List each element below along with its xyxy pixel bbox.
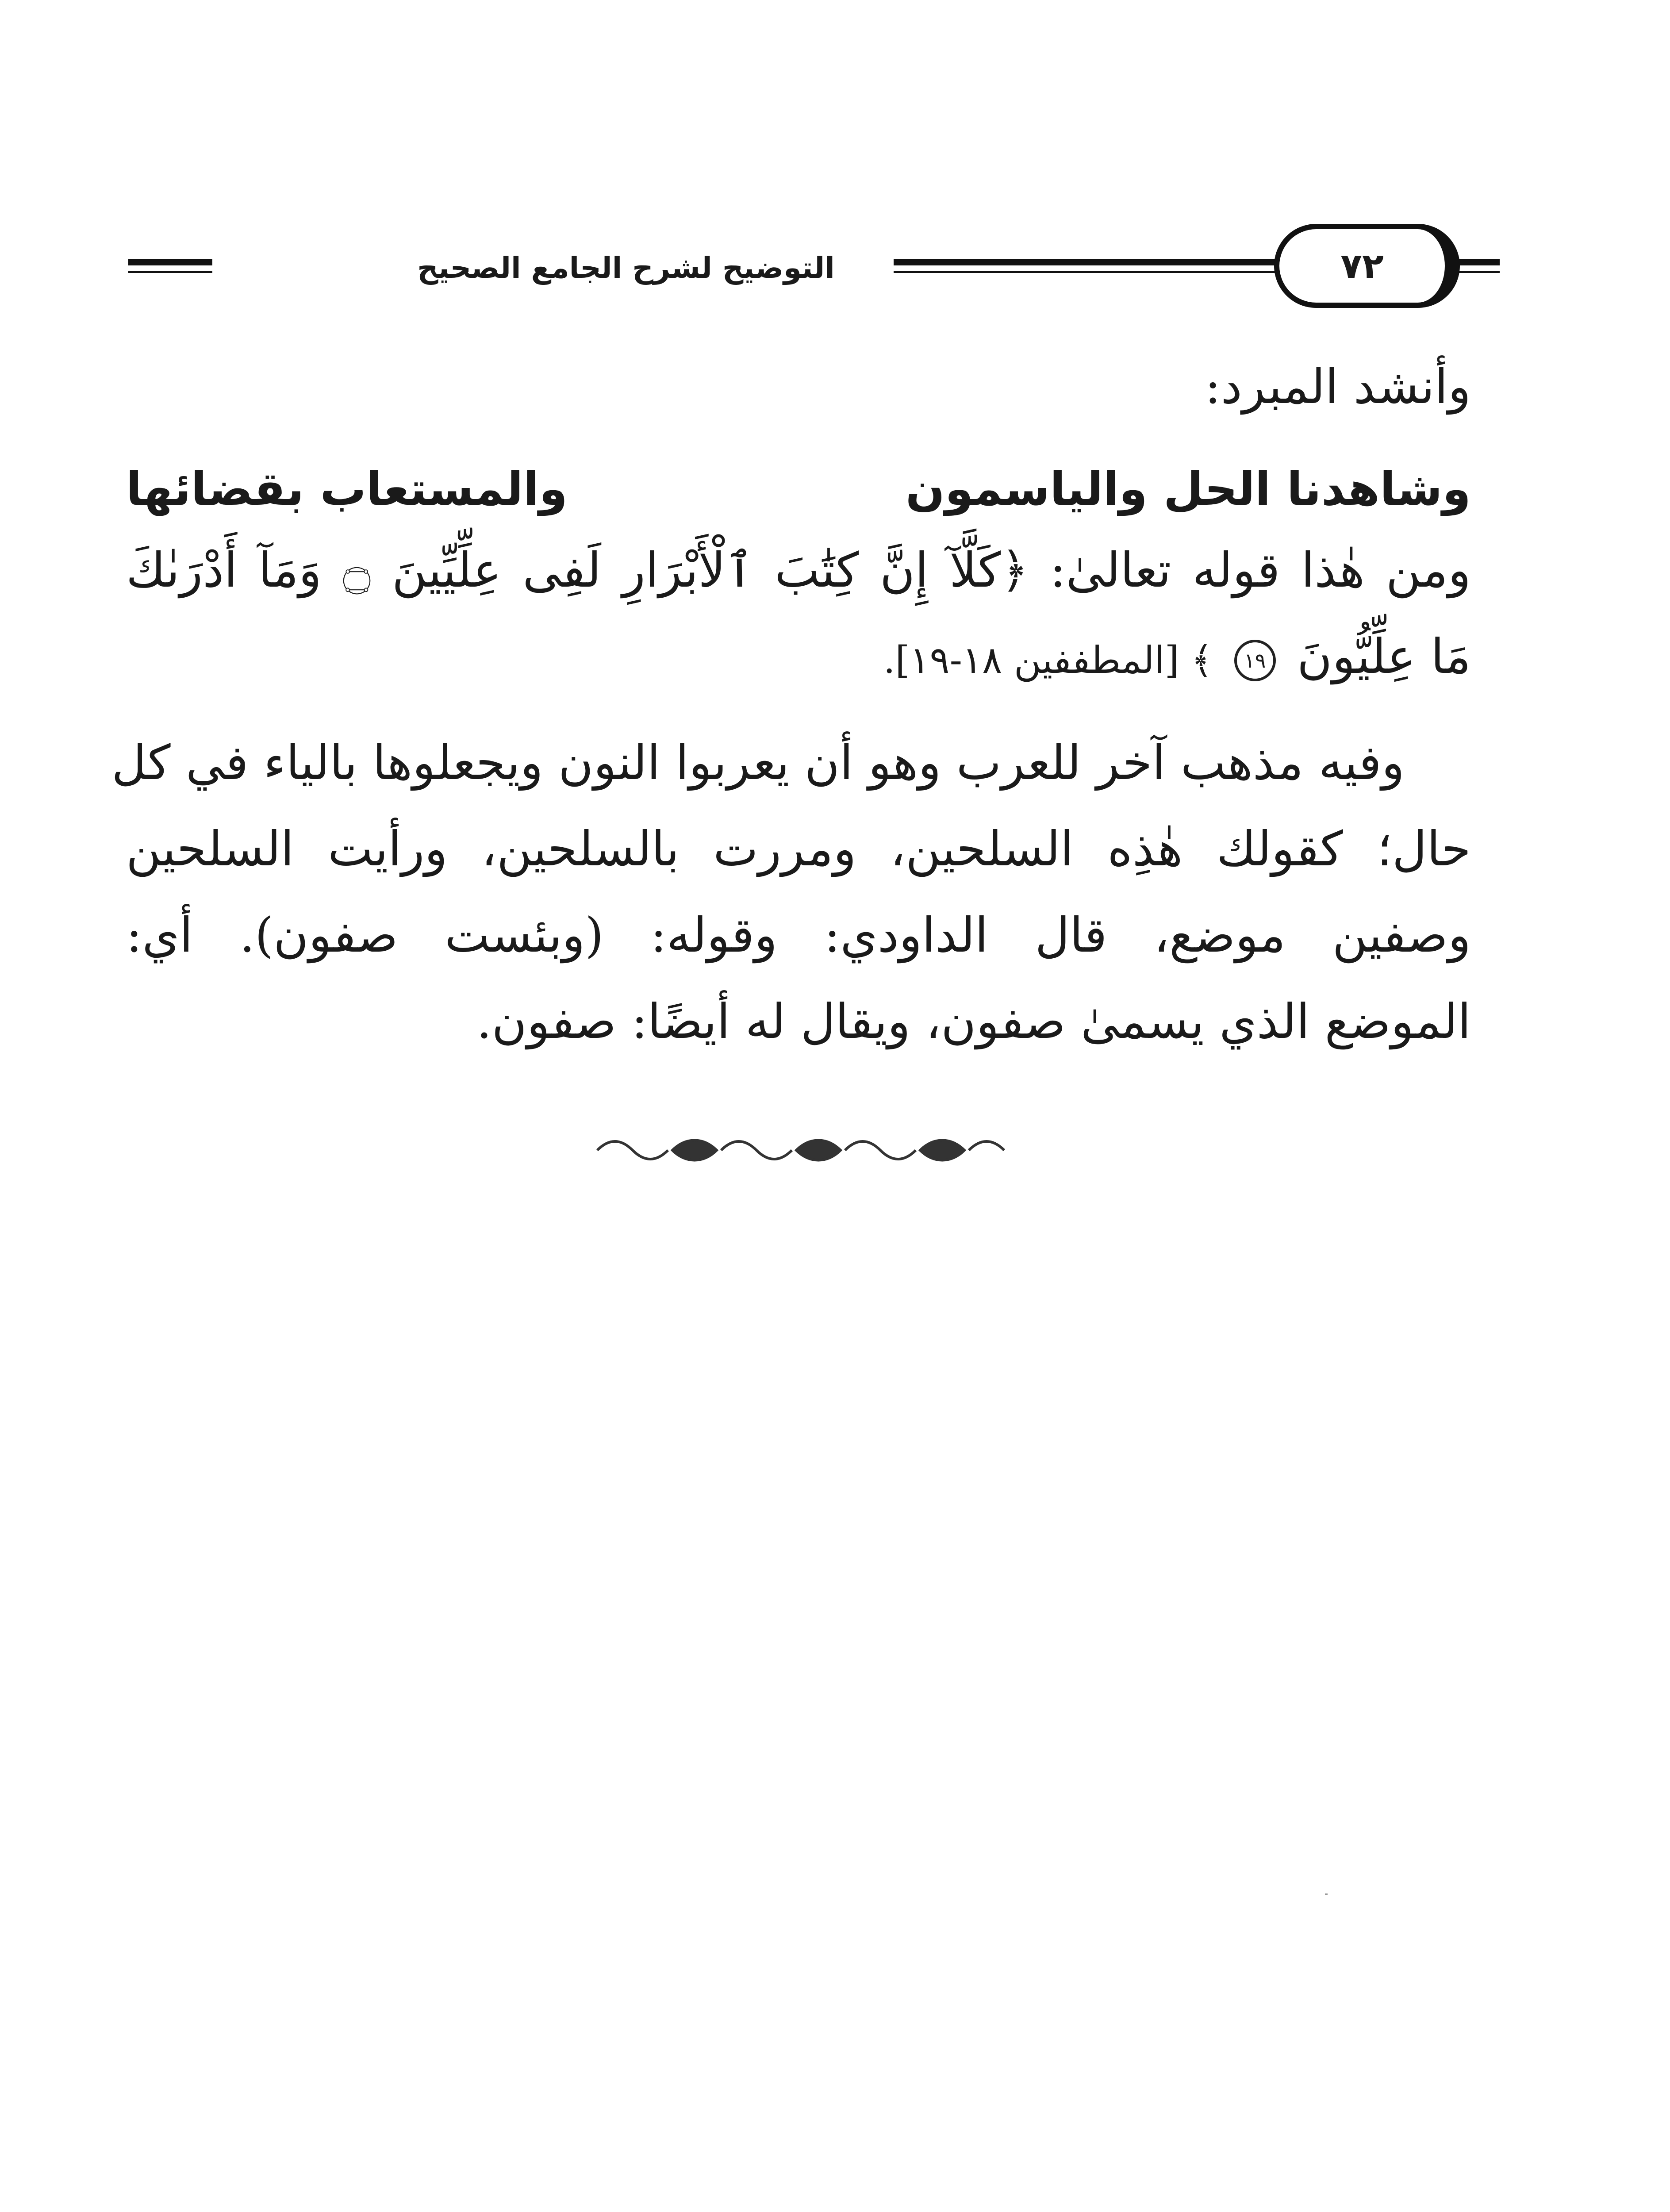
paragraph-line-1: وفيه مذهب آخر للعرب وهو أن يعربوا النون ويجعلوها بالياء في كل [111,735,1405,791]
header-rule-right-thick [894,259,1283,265]
paragraph-line-3: وصفين موضع، قال الداودي: وقوله: (وبئست صفون). أي: [126,908,1471,963]
poetry-verse [126,447,1471,531]
running-header [128,221,1500,327]
verse-second-hemistich: والمستعاب بقضائها [126,462,568,516]
quran-line-1 [126,533,1471,608]
header-rule-left-thin [128,271,212,273]
quran-line-2-text: مَا عِلِّيُّونَ [1297,629,1471,684]
paragraph-line-2: حال؛ كقولك هٰذِه السلحين، ومررت بالسلحين، ورأيت السلحين [126,822,1471,877]
header-rule-end-thin [1455,271,1500,273]
page-number: ٧٢ [1340,245,1384,287]
verse-first-hemistich: وشاهدنا الحل والياسمون [906,462,1471,516]
page-number-badge [1274,224,1460,308]
quran-line-2 [883,619,1471,695]
quran-reference: ﴾ [المطففين ١٨-١٩]. [883,638,1213,682]
intro-line: وأنشد المبرد: [1205,359,1471,415]
header-rule-left-thick [128,259,212,265]
quran-line-1-text: ومن هٰذا قوله تعالىٰ: ﴿كَلَّآ إِنَّ كِتَٰبَ ٱلْأَبْرَارِ لَفِى عِلِّيِّينَ ۝ وَمَآ أَدْرَىٰكَ [126,543,1471,598]
header-rule-end-thick [1455,259,1500,265]
ayah-marker-19: ١٩ [1234,640,1276,681]
section-divider-ornament [588,1133,1013,1168]
header-rule-right-thin [894,271,1283,273]
book-title: التوضيح لشرح الجامع الصحيح [417,251,835,285]
paragraph-line-4: الموضع الذي يسمىٰ صفون، ويقال له أيضًا: صفون. [476,994,1471,1049]
